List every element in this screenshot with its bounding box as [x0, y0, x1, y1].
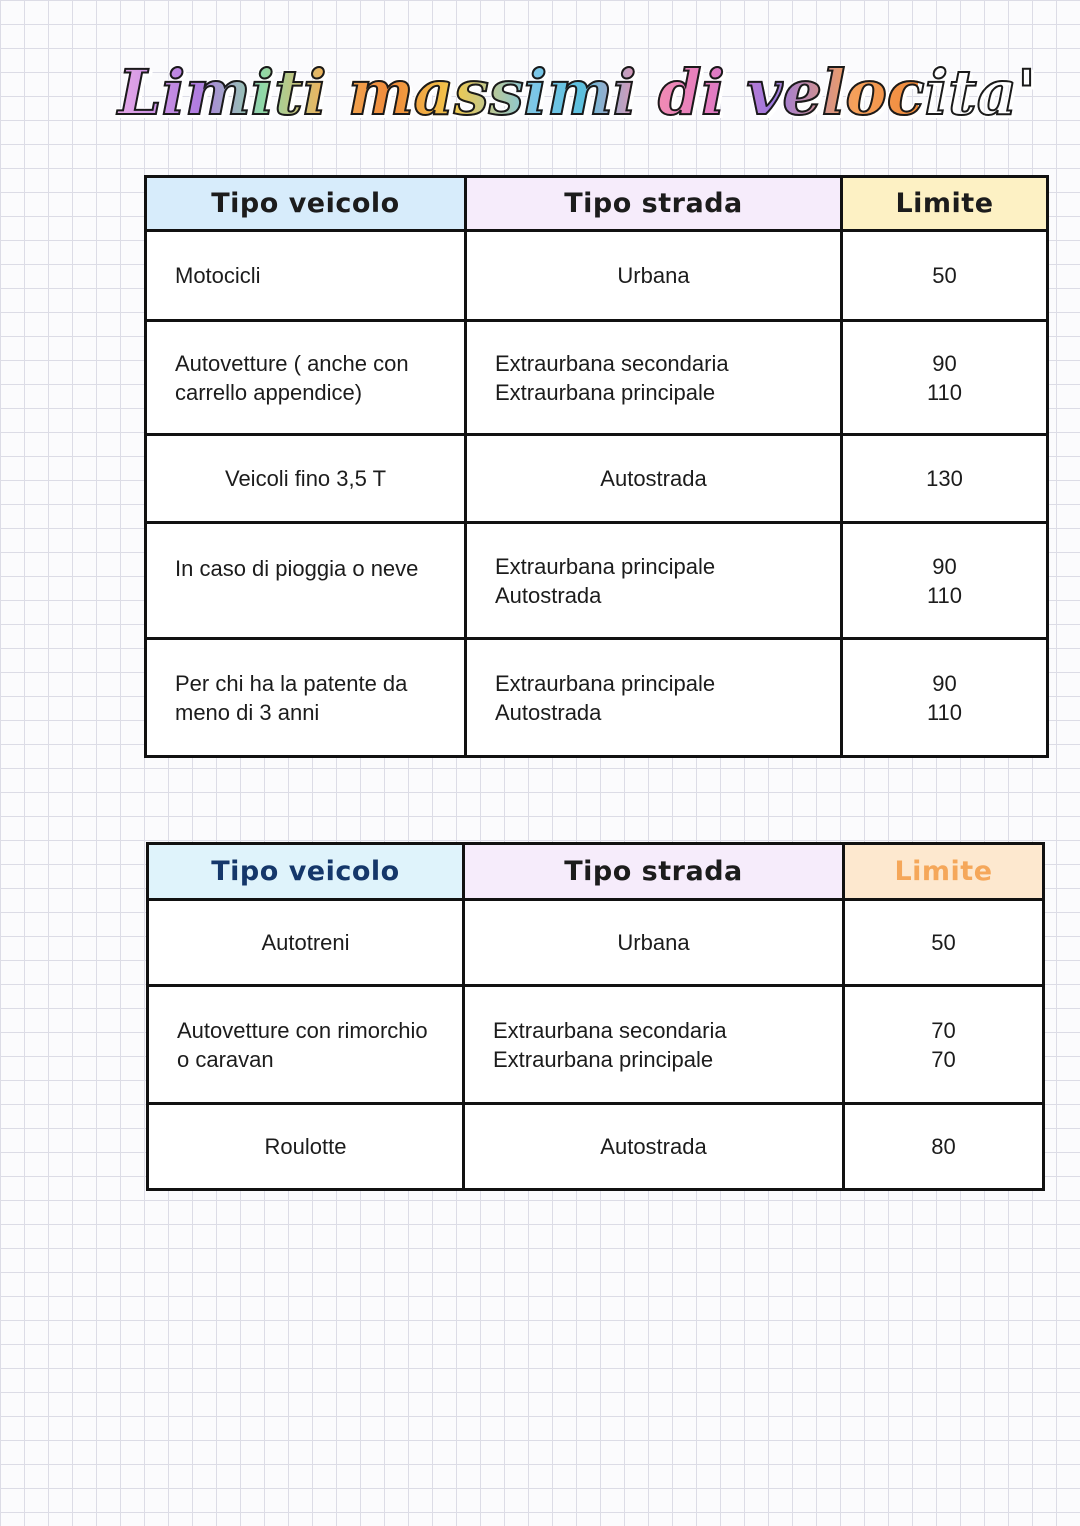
vehicle-cell	[148, 986, 464, 1104]
cell-text: 110	[926, 699, 963, 725]
header-road-type: Tipo strada	[466, 177, 842, 231]
vehicle-cell	[146, 639, 466, 757]
cell-text: 50	[932, 263, 957, 288]
table-row	[146, 435, 1048, 523]
vehicle-cell	[146, 231, 466, 321]
vehicle-cell	[146, 435, 466, 523]
limit-cell	[844, 986, 1044, 1104]
cell-text: 90	[932, 350, 957, 376]
cell-text: 70	[931, 1046, 956, 1072]
table-row	[146, 523, 1048, 639]
vehicle-cell	[146, 523, 466, 639]
cell-text: Extraurbana secondaria	[495, 350, 729, 376]
vehicle-cell	[148, 900, 464, 986]
vehicle-cell	[146, 321, 466, 435]
cell-text: Veicoli fino 3,5 T	[224, 466, 387, 491]
cell-text: 90	[932, 553, 957, 579]
cell-text: 80	[931, 1134, 956, 1159]
road-cell	[464, 1104, 844, 1190]
limit-cell	[844, 900, 1044, 986]
cell-text: 70	[931, 1017, 956, 1043]
cell-text: Autovetture ( anche con	[175, 350, 409, 376]
road-cell	[466, 321, 842, 435]
header-vehicle-type: Tipo veicolo	[148, 844, 464, 900]
cell-text: In caso di pioggia o neve	[175, 556, 419, 581]
cell-text: 130	[926, 466, 963, 491]
cell-text: Extraurbana principale	[495, 379, 716, 405]
road-cell	[466, 231, 842, 321]
cell-text: Per chi ha la patente da	[175, 670, 408, 696]
road-cell	[464, 900, 844, 986]
cell-text: Extraurbana secondaria	[493, 1017, 727, 1043]
cell-text: Roulotte	[264, 1134, 347, 1159]
cell-text: 50	[931, 930, 956, 955]
cell-text: Autovetture con rimorchio	[177, 1017, 428, 1043]
cell-text: Autostrada	[600, 1134, 707, 1159]
cell-text: Autostrada	[495, 699, 602, 725]
table-row	[148, 986, 1044, 1104]
table-row	[148, 1104, 1044, 1190]
cell-text: Urbana	[617, 930, 690, 955]
table-row	[146, 321, 1048, 435]
header-limit: Limite	[844, 844, 1044, 900]
limit-cell	[844, 1104, 1044, 1190]
cell-text: meno di 3 anni	[175, 699, 320, 725]
road-cell	[466, 435, 842, 523]
limit-cell	[842, 435, 1048, 523]
cell-text: o caravan	[177, 1046, 274, 1072]
header-vehicle-type: Tipo veicolo	[146, 177, 466, 231]
vehicle-cell	[148, 1104, 464, 1190]
cell-text: 90	[932, 670, 957, 696]
road-cell	[466, 523, 842, 639]
road-cell	[466, 639, 842, 757]
cell-text: Extraurbana principale	[495, 553, 716, 579]
cell-text: Autostrada	[495, 582, 602, 608]
table-row	[146, 231, 1048, 321]
limit-cell	[842, 231, 1048, 321]
speed-limit-table-1	[144, 175, 1049, 758]
limit-cell	[842, 321, 1048, 435]
header-limit: Limite	[842, 177, 1048, 231]
cell-text: Autostrada	[600, 466, 707, 491]
cell-text: carrello appendice)	[175, 379, 363, 405]
page-title: Limiti massimi di velocita'	[118, 38, 918, 148]
cell-text: Urbana	[617, 263, 690, 288]
speed-limit-table-2	[146, 842, 1045, 1191]
road-cell	[464, 986, 844, 1104]
header-road-type: Tipo strada	[464, 844, 844, 900]
cell-text: Extraurbana principale	[495, 670, 716, 696]
table-row	[148, 900, 1044, 986]
cell-text: Extraurbana principale	[493, 1046, 714, 1072]
table-row	[146, 639, 1048, 757]
cell-text: Autotreni	[261, 930, 350, 955]
cell-text: 110	[926, 379, 963, 405]
limit-cell	[842, 639, 1048, 757]
limit-cell	[842, 523, 1048, 639]
cell-text: 110	[926, 582, 963, 608]
cell-text: Motocicli	[175, 263, 261, 288]
